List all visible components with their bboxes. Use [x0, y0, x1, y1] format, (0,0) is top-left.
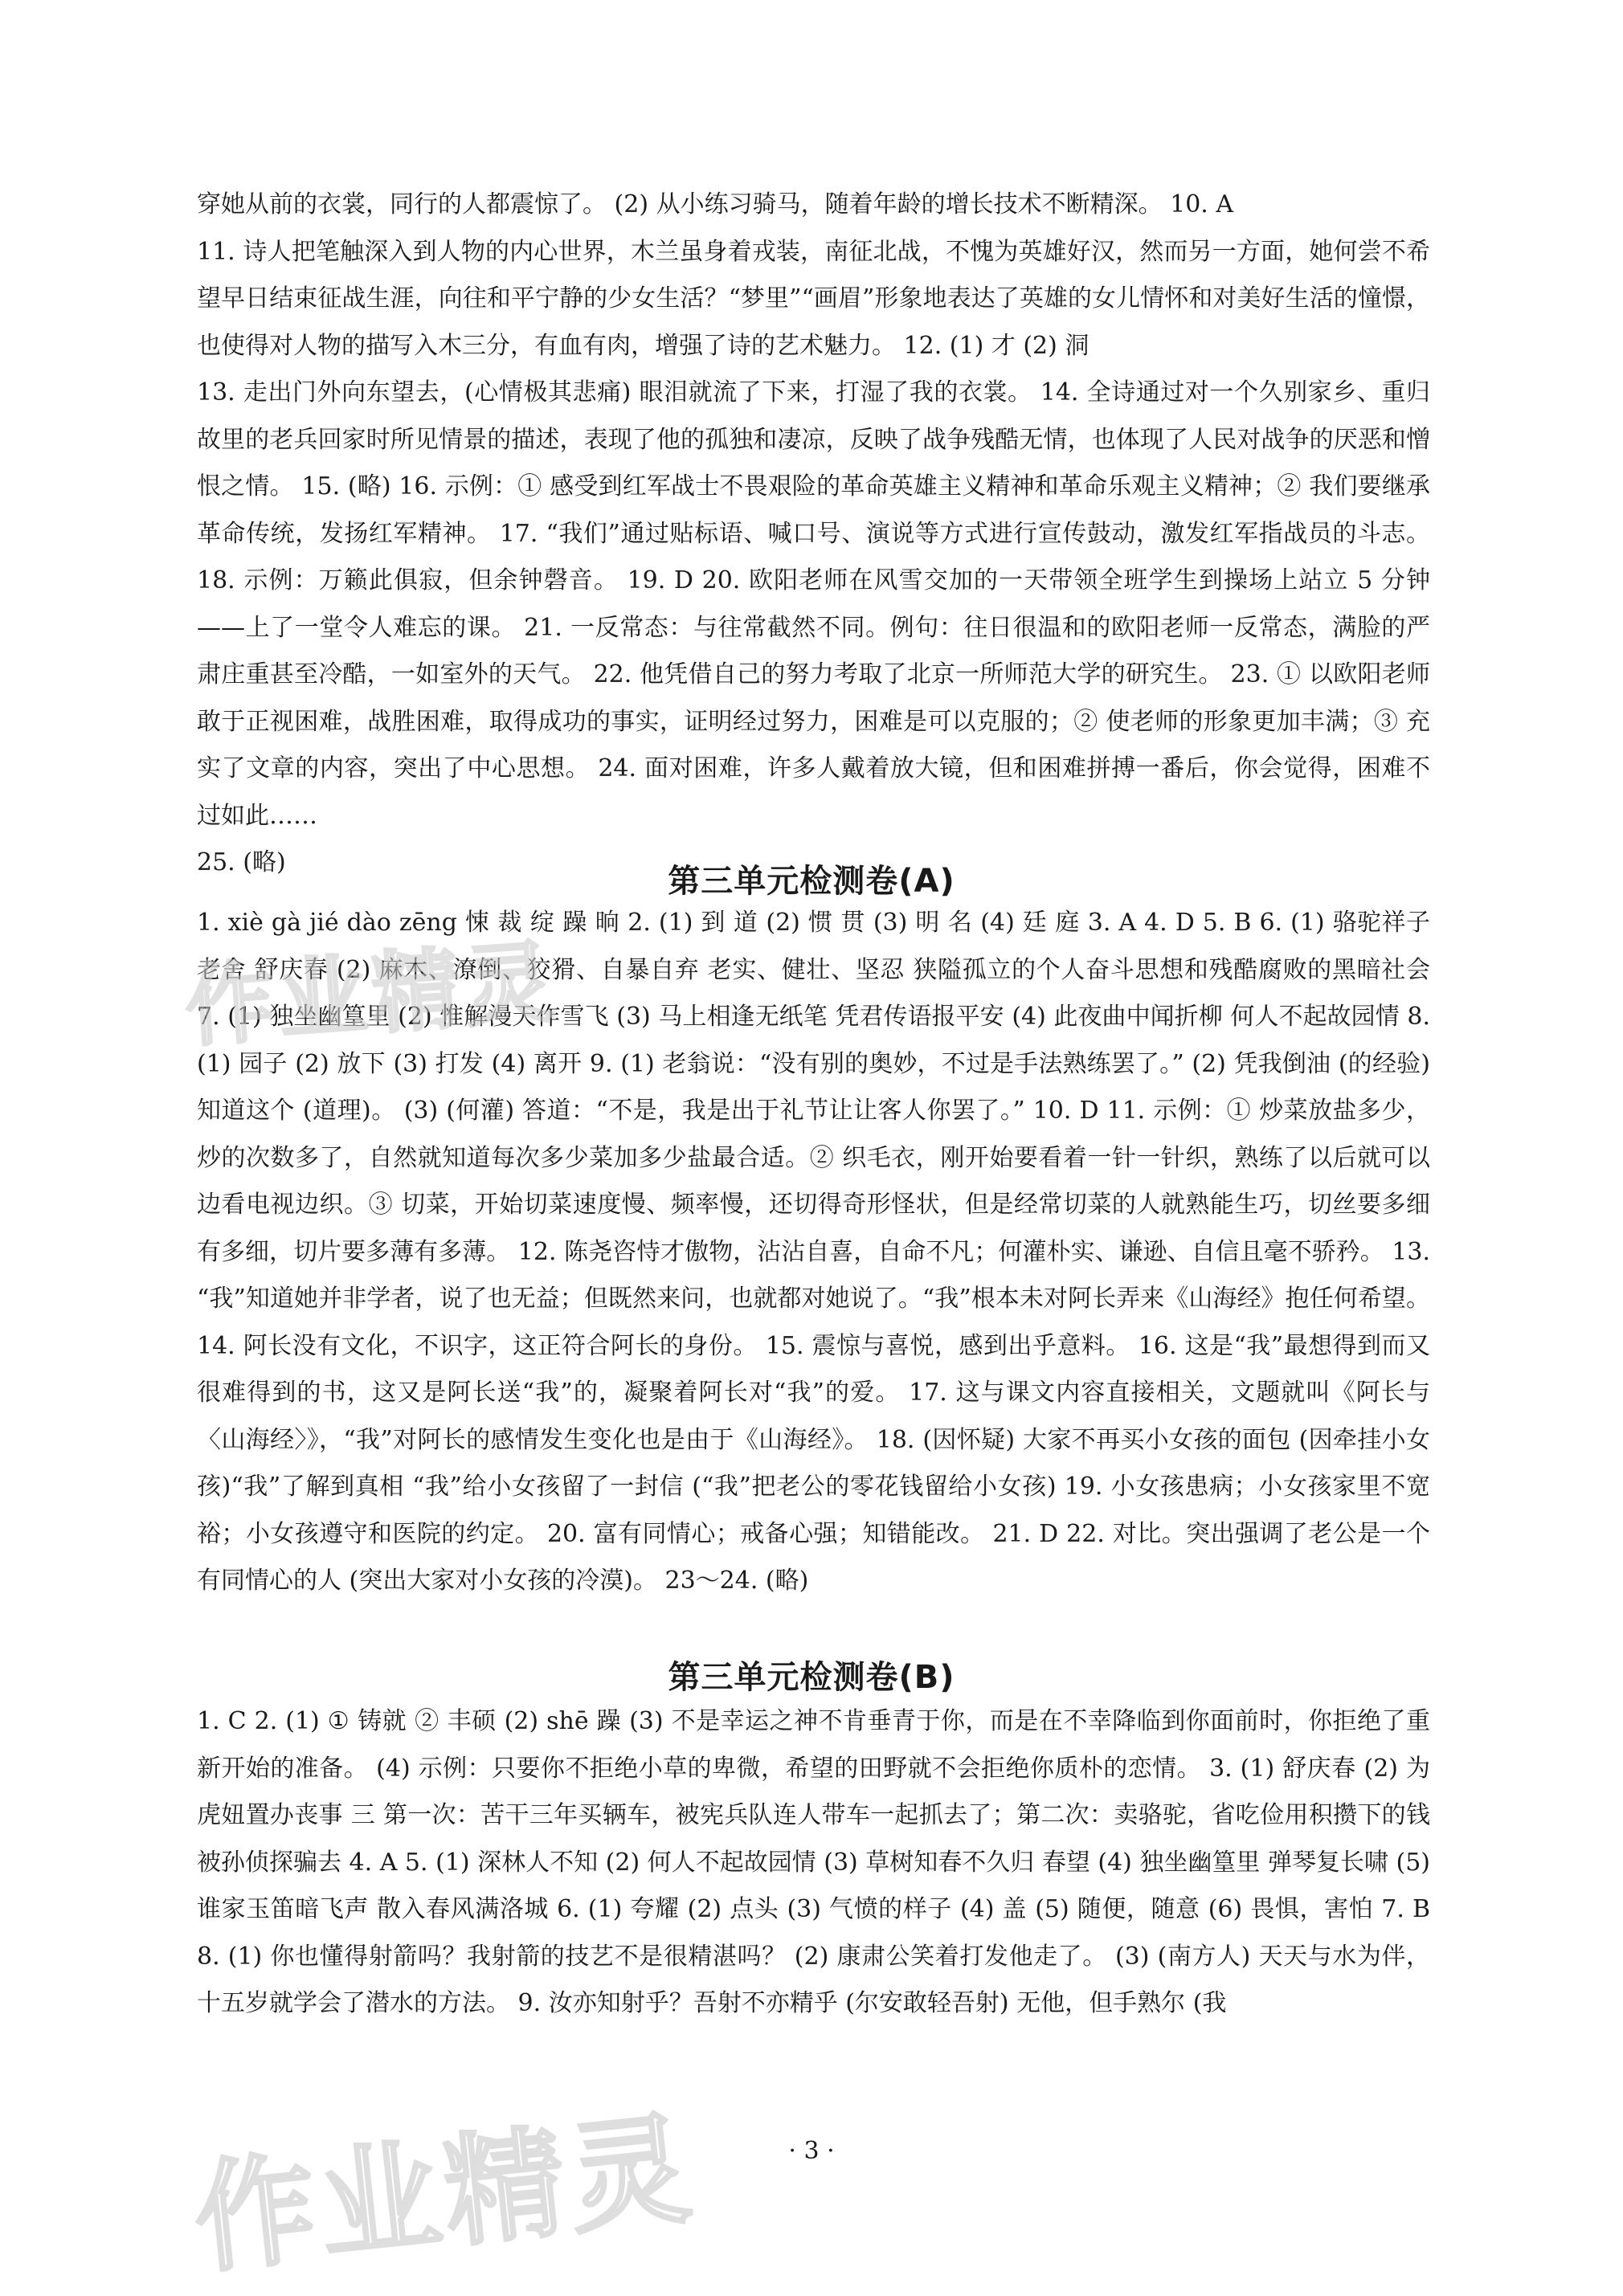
watermark-logo: 作业精灵: [182, 929, 562, 1060]
answer-paragraph: 13. 走出门外向东望去，(心情极其悲痛) 眼泪就流了下来，打湿了我的衣裳。 14. 全诗通过对一个久别家乡、重归故里的老兵回家时所见情景的描述，表现了他的孤独和凄凉，反映了战争残酷无情，也体现了人民对战争的厌恶和憎恨之情。 15. (略) 16. 示例：① 感受到红军战士不畏艰险的革命英雄主义精神和革命乐观主义精神；② 我们要继承革命传统，发扬红军精神。 17. “我们”通过贴标语、喊口号、演说等方式进行宣传鼓动，激发红军指战员的斗志。 18. 示例：万籁此俱寂，但余钟磬音。 19. D 20. 欧阳老师在风雪交加的一天带领全班学生到操场上站立 5 分钟——上了一堂令人难忘的课。 21. 一反常态：与往常截然不同。例句：往日很温和的欧阳老师一反常态，满脸的严肃庄重甚至冷酷，一如室外的天气。 22. 他凭借自己的努力考取了北京一所师范大学的研究生。 23. ① 以欧阳老师敢于正视困难，战胜困难，取得成功的事实，证明经过努力，困难是可以克服的；② 使老师的形象更加丰满；③ 充实了文章的内容，突出了中心思想。 24. 面对困难，许多人戴着放大镜，但和困难拼搏一番后，你会觉得，困难不过如此……: [197, 378, 1430, 830]
section-b-answers: [197, 1698, 1430, 2028]
answer-block-continued: [197, 182, 1430, 887]
page-number: · 3 ·: [788, 2137, 835, 2165]
answer-paragraph: 穿她从前的衣裳，同行的人都震惊了。 (2) 从小练习骑马，随着年龄的增长技术不断精深。 10. A: [197, 190, 1234, 219]
answer-paragraph: 11. 诗人把笔触深入到人物的内心世界，木兰虽身着戎装，南征北战，不愧为英雄好汉，然而另一方面，她何尝不希望早日结束征战生涯，向往和平宁静的少女生活？“梦里”“画眉”形象地表达了英雄的女儿情怀和对美好生活的憧憬，也使得对人物的描写入木三分，有血有肉，增强了诗的艺术魅力。 12. (1) 才 (2) 洞: [197, 237, 1430, 360]
section-title-a: 第三单元检测卷(A): [668, 863, 955, 900]
watermark-logo: 作业精灵: [188, 2098, 701, 2291]
answer-paragraph: 1. xiè gà jié dào zēng 悚 裁 绽 躁 晌 2. (1) 到 道 (2) 惯 贯 (3) 明 名 (4) 廷 庭 3. A 4. D 5. B 6. (1) 骆驼祥子 老舍 舒庆春 (2) 麻木、潦倒、狡猾、自暴自弃 老实、健壮、坚忍 狭隘孤立的个人奋斗思想和残酷腐败的黑暗社会 7. (1) 独坐幽篁里 (2) 惟解漫天作雪飞 (3) 马上相逢无纸笔 凭君传语报平安 (4) 此夜曲中闻折柳 何人不起故园情 8. (1) 园子 (2) 放下 (3) 打发 (4) 离开 9. (1) 老翁说：“没有别的奥妙，不过是手法熟练罢了。” (2) 凭我倒油 (的经验) 知道这个 (道理)。 (3) (何灌) 答道：“不是，我是出于礼节让让客人你罢了。” 10. D 11. 示例：① 炒菜放盐多少，炒的次数多了，自然就知道每次多少菜加多少盐最合适。② 织毛衣，刚开始要看着一针一针织，熟练了以后就可以边看电视边织。③ 切菜，开始切菜速度慢、频率慢，还切得奇形怪状，但是经常切菜的人就熟能生巧，切丝要多细有多细，切片要多薄有多薄。 12. 陈尧咨恃才傲物，沾沾自喜，自命不凡；何灌朴实、谦逊、自信且毫不骄矜。 13. “我”知道她并非学者，说了也无益；但既然来问，也就都对她说了。“我”根本未对阿长弄来《山海经》抱任何希望。 14. 阿长没有文化，不识字，这正符合阿长的身份。 15. 震惊与喜悦，感到出乎意料。 16. 这是“我”最想得到而又很难得到的书，这又是阿长送“我”的，凝聚着阿长对“我”的爱。 17. 这与课文内容直接相关，文题就叫《阿长与〈山海经〉》，“我”对阿长的感情发生变化也是由于《山海经》。 18. (因怀疑) 大家不再买小女孩的面包 (因牵挂小女孩)“我”了解到真相 “我”给小女孩留了一封信 (“我”把老公的零花钱留给小女孩) 19. 小女孩患病；小女孩家里不宽裕；小女孩遵守和医院的约定。 20. 富有同情心；戒备心强；知错能改。 21. D 22. 对比。突出强调了老公是一个有同情心的人 (突出大家对小女孩的冷漠)。 23～24. (略): [197, 909, 1430, 1595]
section-title-b: 第三单元检测卷(B): [668, 1659, 955, 1696]
answer-paragraph: 1. C 2. (1) ① 铸就 ② 丰硕 (2) shē 躁 (3) 不是幸运之神不肯垂青于你，而是在不幸降临到你面前时，你拒绝了重新开始的准备。 (4) 示例：只要你不拒绝小草的卑微，希望的田野就不会拒绝你质朴的恋情。 3. (1) 舒庆春 (2) 为虎妞置办丧事 三 第一次：苦干三年买辆车，被宪兵队连人带车一起抓去了；第二次：卖骆驼，省吃俭用积攒下的钱被孙侦探骗去 4. A 5. (1) 深林人不知 (2) 何人不起故园情 (3) 草树知春不久归 春望 (4) 独坐幽篁里 弹琴复长啸 (5) 谁家玉笛暗飞声 散入春风满洛城 6. (1) 夸耀 (2) 点头 (3) 气愤的样子 (4) 盖 (5) 随便，随意 (6) 畏惧，害怕 7. B 8. (1) 你也懂得射箭吗？我射箭的技艺不是很精湛吗？ (2) 康肃公笑着打发他走了。 (3) (南方人) 天天与水为伴，十五岁就学会了潜水的方法。 9. 汝亦知射乎？吾射不亦精乎 (尔安敢轻吾射) 无他，但手熟尔 (我: [197, 1707, 1430, 2017]
answer-paragraph: 25. (略): [197, 848, 286, 876]
